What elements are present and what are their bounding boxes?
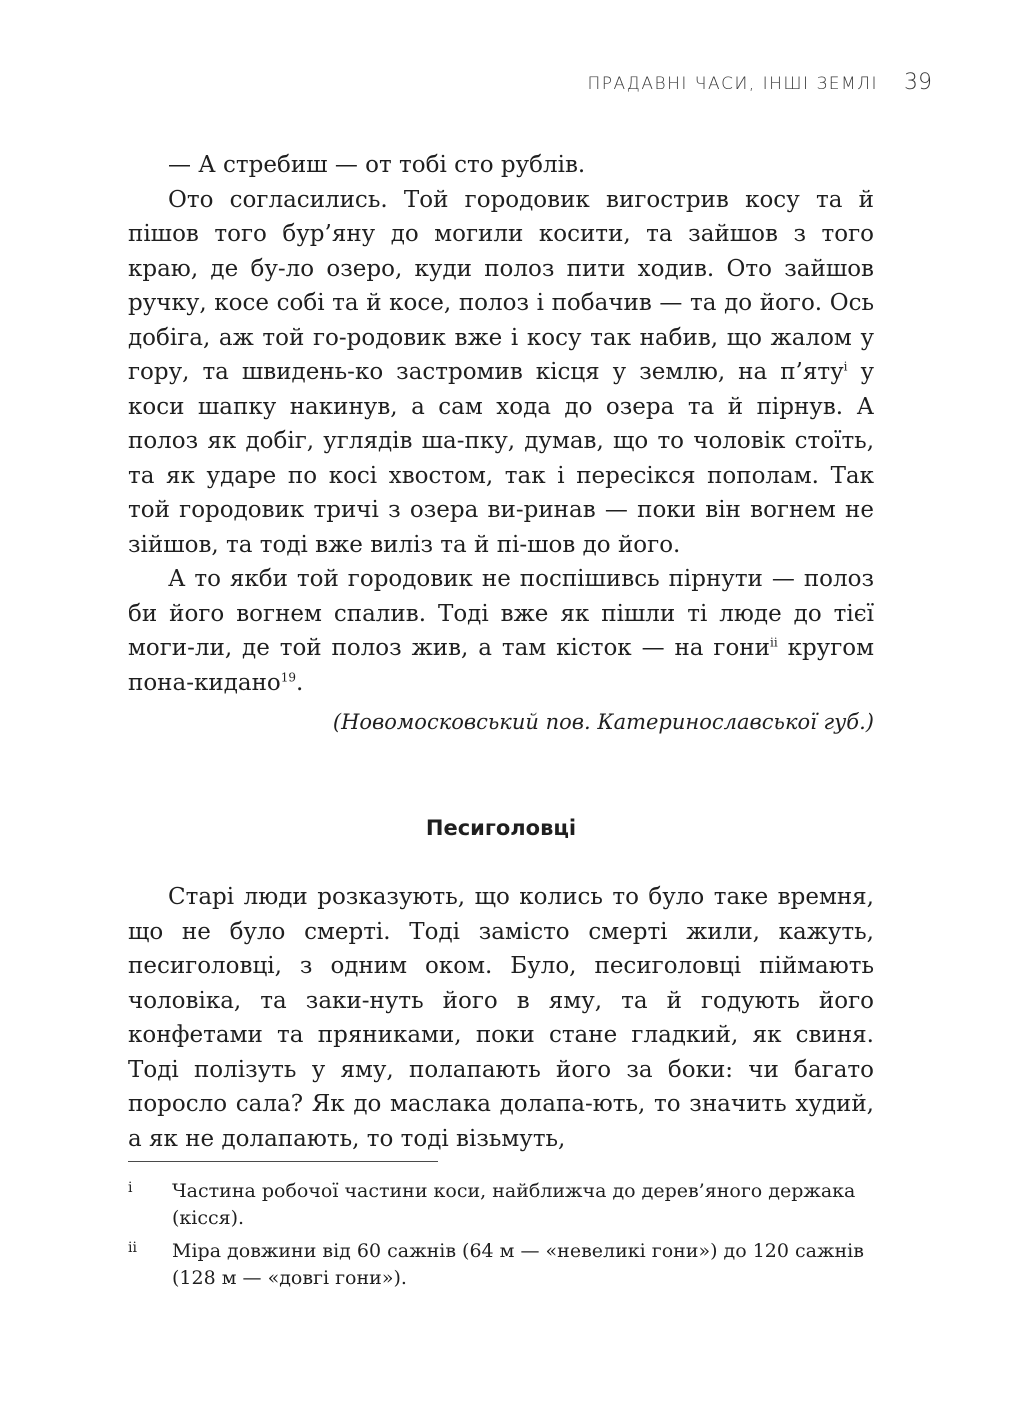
story-continuation	[128, 148, 874, 738]
footnote-mark: i	[128, 1180, 133, 1196]
footnotes	[128, 1178, 874, 1298]
story-title: Песиголовці	[425, 816, 577, 840]
endnote-ref-19[interactable]: 19	[280, 669, 297, 684]
source-attribution: (Новомосковський пов. Катеринославської губ.)	[332, 710, 874, 734]
page-number: 39	[904, 70, 932, 95]
story-body	[128, 880, 874, 1156]
footnote-mark: ii	[128, 1240, 137, 1256]
paragraph-text: у коси шапку накинув, а сам хода до озера та й пірнув. А полоз як добіг, углядів ша-пку, думав, що то чоловік стоїть, та як ударе по косі хвостом, так і пересікся пополам. Так той городовик тричі з озера ви-ринав — поки він вогнем не зійшов, та тоді вже виліз та й пі-шов до його.	[128, 359, 875, 558]
footnote	[128, 1178, 874, 1232]
footnote-ref-ii[interactable]: ii	[769, 635, 778, 650]
paragraph-text: Ото согласились. Той городовик вигострив косу та й пішов того бур’яну до могили косити, та зайшов з того краю, де бу-ло озеро, куди полоз пити ходив. Ото зайшов ручку, косе собі та й косе, полоз і побачив — та до його. Ось добіга, аж той го-родовик вже і косу так набив, що жалом у гору, та швидень-ко застромив кісця у землю, на п’яту	[128, 186, 874, 385]
paragraph-body	[128, 562, 874, 700]
paragraph-text: .	[296, 669, 304, 696]
footnote-divider	[128, 1161, 438, 1162]
footnote-ref-i[interactable]: i	[843, 359, 848, 374]
footnote	[128, 1238, 874, 1292]
paragraph-dialog: — А стребиш — от тобі сто рублів.	[168, 152, 586, 178]
paragraph-body: Старі люди розказують, що колись то було таке времня, що не було смерті. Тоді замісто смерті жили, кажуть, песиголовці, з одним оком. Було, песиголовці піймають чоловіка, та заки-нуть його в яму, та й годують його конфетами та пряниками, поки стане гладкий, як свиня. Тоді полізуть у яму, полапають його за боки: чи багато поросло сала? Як до маслака долапа-ють, то значить худий, а як не долапають, то тоді візьмуть,	[128, 884, 874, 1152]
paragraph-text: А то якби той городовик не поспішивсь пірнути — полоз би його вогнем спалив. Тоді вже як пішли ті люде до тієї моги-ли, де той полоз жив, а там кісток — на гони	[128, 566, 874, 661]
footnote-text: Частина робочої частини коси, найближча до дерев’яного держака (кісся).	[172, 1180, 856, 1229]
running-header	[587, 70, 932, 95]
footnote-text: Міра довжини від 60 сажнів (64 м — «невеликі гони») до 120 сажнів (128 м — «довгі гони»).	[172, 1240, 864, 1289]
paragraph-text: кругом пона-кидано	[128, 635, 874, 696]
running-header-title: ПРАДАВНІ ЧАСИ, ІНШІ ЗЕМЛІ	[587, 74, 878, 94]
paragraph-body	[128, 183, 874, 563]
